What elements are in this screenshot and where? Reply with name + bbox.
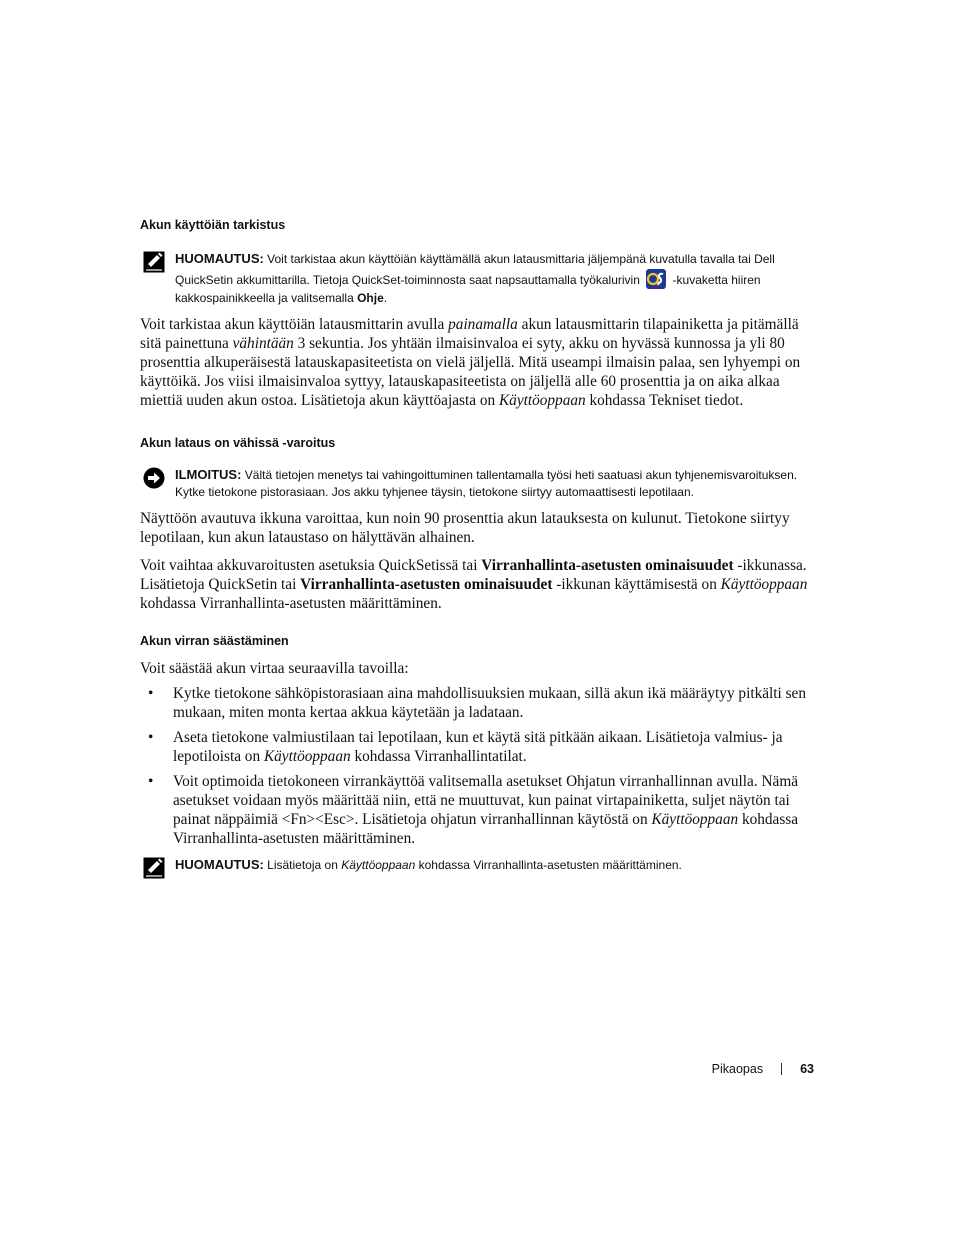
notice-label: ILMOITUS: [175, 467, 242, 482]
note-label: HUOMAUTUS: [175, 251, 264, 266]
paragraph-warning-settings: Voit vaihtaa akkuvaroitusten asetuksia QuickSetissä tai Virranhallinta-asetusten ominaisuudet -ikkunassa. Lisätietoja QuickSetin tai Virranhallinta-asetusten ominaisuudet -ikkunan käyttämisestä on Käyttöoppaan kohdassa Virranhallinta-asetusten määrittäminen. [140, 557, 808, 612]
list-item: • Kytke tietokone sähköpistorasiaan aina mahdollisuuksien mukaan, sillä akun ikä määräytyy pitkälti sen mukaan, miten monta kertaa akkua käytetään ja ladataan. [148, 685, 806, 721]
heading-low-battery: Akun lataus on vähissä -varoitus [140, 436, 336, 450]
paragraph-warning-window: Näyttöön avautuva ikkuna varoittaa, kun noin 90 prosenttia akun latauksesta on kulunut. Tietokone siirtyy lepotilaan, kun akun lataustaso on hälyttävän alhainen. [140, 510, 790, 546]
note-text: Lisätietoja on [263, 858, 342, 872]
notice-arrow-icon [143, 467, 165, 489]
note-bold-help: Ohje [357, 291, 384, 305]
note-text: Voit tarkistaa akun käyttöiän käyttämällä akun latausmittaria jäljempänä kuvatulla tavalla tai Dell QuickSetin akkumittarilla. Tietoja QuickSet-toiminnosta saat napsauttamalla työkalurivin [175, 252, 775, 287]
page-number: 63 [800, 1062, 814, 1076]
pencil-note-icon [143, 251, 165, 273]
pencil-note-icon [143, 857, 165, 879]
quickset-icon [645, 268, 667, 290]
page-content [140, 218, 814, 874]
note-battery-health [140, 250, 814, 307]
list-item: • Aseta tietokone valmiustilaan tai lepotilaan, kun et käytä sitä pitkään aikaan. Lisätietoja valmius- ja lepotiloista on Käyttöoppaan kohdassa Virranhallintatilat. [148, 729, 783, 765]
footer-separator [781, 1063, 782, 1075]
footer-title: Pikaopas [711, 1062, 764, 1076]
note-text-cont: -kuvaketta hiiren kakkospainikkeella ja valitsemalla [175, 273, 761, 305]
note-italic: Käyttöoppaan [341, 858, 416, 872]
heading-save-power: Akun virran säästäminen [140, 634, 289, 648]
note-text-end: . [383, 291, 388, 305]
tips-list [140, 684, 814, 848]
paragraph-battery-health: Voit tarkistaa akun käyttöiän latausmittarin avulla painamalla akun latausmittarin tilapainiketta ja pitämällä sitä painettuna vähintään 3 sekuntia. Jos yhtään ilmaisinvaloa ei syty, akku on hyvässä kunnossa ja yli 80 prosenttia alkuperäisestä latauskapasiteetista on vielä jäljellä. Mitä useampi ilmaisin palaa, sen lyhyempi on käyttöikä. Jos viisi ilmaisinvaloa syttyy, latauskapasiteetista on jäljellä alle 60 prosenttia ja on aika alkaa miettiä uuden akun ostoa. Lisätietoja akun käyttöajasta on Käyttöoppaan kohdassa Tekniset tiedot. [140, 316, 801, 409]
notice-text: Vältä tietojen menetys tai vahingoittuminen tallentamalla työsi heti saatuasi akun tyhjenemisvaroituksen. Kytke tietokone pistorasiaan. Jos akku tyhjenee täysin, tietokone siirtyy automaattisesti lepotilaan. [175, 468, 798, 499]
page-footer [712, 1062, 814, 1076]
note-label: HUOMAUTUS: [175, 857, 264, 872]
paragraph-save-intro: Voit säästää akun virtaa seuraavilla tavoilla: [140, 660, 409, 677]
note-text-end: kohdassa Virranhallinta-asetusten määrittäminen. [415, 858, 682, 872]
notice-low-battery [140, 466, 814, 501]
list-item: • Voit optimoida tietokoneen virrankäyttöä valitsemalla asetukset Ohjatun virranhallinnan avulla. Nämä asetukset voidaan myös määrittää niin, että ne muuttuvat, kun painat virtapainiketta, suljet näytön tai painat näppäimiä <Fn><Esc>. Lisätietoja ohjatun virranhallinnan käytöstä on Käyttöoppaan kohdassa Virranhallinta-asetusten määrittäminen. [148, 773, 799, 847]
heading-battery-health: Akun käyttöiän tarkistus [140, 218, 286, 232]
note-save-power [140, 856, 814, 874]
